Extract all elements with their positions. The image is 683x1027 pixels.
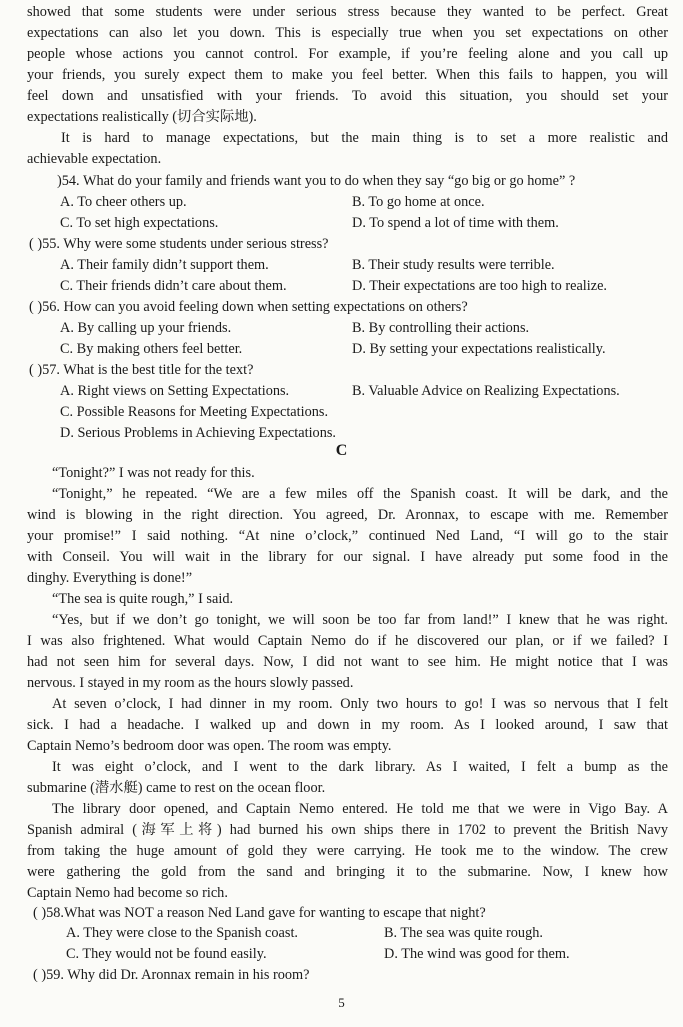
passage-line: Captain Nemo’s bedroom door was open. The room was empty. xyxy=(27,738,392,754)
question-stem: ( )59. Why did Dr. Aronnax remain in his room? xyxy=(33,967,310,983)
option-d[interactable]: D. By setting your expectations realistically. xyxy=(352,341,606,357)
question-stem: ( )57. What is the best title for the text? xyxy=(29,362,254,378)
passage-line: “Yes, but if we don’t go tonight, we will soon be too far from land!” I knew that he was right. xyxy=(52,612,668,628)
passage-line: At seven o’clock, I had dinner in my room. Only two hours to go! I was so nervous that I felt xyxy=(52,696,668,712)
passage-line: The library door opened, and Captain Nemo entered. He told me that we were in Vigo Bay. A xyxy=(52,801,668,817)
passage-line: It was eight o’clock, and I went to the dark library. As I waited, I felt a bump as the xyxy=(52,759,668,775)
passage-line: dinghy. Everything is done!” xyxy=(27,570,193,586)
option-d[interactable]: D. Their expectations are too high to realize. xyxy=(352,278,607,294)
option-c[interactable]: C. By making others feel better. xyxy=(60,341,243,357)
passage-line: wind is blowing in the right direction. You agreed, Dr. Aronnax, to escape with me. Remember xyxy=(27,507,668,523)
passage-line: I was also frightened. What would Captain Nemo do if he discovered our plan, or if we failed? I xyxy=(27,633,668,649)
option-b[interactable]: B. Their study results were terrible. xyxy=(352,257,555,273)
option-b[interactable]: B. The sea was quite rough. xyxy=(384,925,543,941)
option-b[interactable]: B. By controlling their actions. xyxy=(352,320,530,336)
passage-line: showed that some students were under serious stress because they wanted to be perfect. Great xyxy=(27,4,668,20)
option-c[interactable]: C. Their friends didn’t care about them. xyxy=(60,278,287,294)
option-a[interactable]: A. To cheer others up. xyxy=(60,194,187,210)
passage-line: expectations realistically (切合实际地). xyxy=(27,109,257,125)
option-d[interactable]: D. Serious Problems in Achieving Expectations. xyxy=(60,425,336,441)
passage-line: your friends, you surely expect them to make you feel better. When this fails to happen, you will xyxy=(27,67,668,83)
option-a[interactable]: A. By calling up your friends. xyxy=(60,320,232,336)
passage-line: people whose actions you cannot control. For example, if you’re feeling alone and you call up xyxy=(27,46,668,62)
passage-line: sick. I had a headache. I walked up and down in my room. As I looked around, I saw that xyxy=(27,717,668,733)
passage-line: had not seen him for several days. Now, I did not want to see him. He might notice that I was xyxy=(27,654,668,670)
passage-line: from taking the huge amount of gold they were carrying. He took me to the window. The crew xyxy=(27,843,668,859)
passage-line: submarine (潜水艇) came to rest on the ocean floor. xyxy=(27,780,326,796)
passage-line: with Conseil. You will wait in the library for our signal. I have already put some food in the xyxy=(27,549,668,565)
option-b[interactable]: B. Valuable Advice on Realizing Expectations. xyxy=(352,383,620,399)
option-a[interactable]: A. They were close to the Spanish coast. xyxy=(66,925,299,941)
option-c[interactable]: C. Possible Reasons for Meeting Expectations. xyxy=(60,404,329,420)
passage-line: Spanish admiral (海军上将) had burned his own ships there in 1702 to prevent the British Navy xyxy=(27,822,668,838)
passage-line: feel down and unsatisfied with your friends. To avoid this situation, you should set your xyxy=(27,88,668,104)
question-stem: )54. What do your family and friends want you to do when they say “go big or go home” ? xyxy=(57,173,576,189)
question-stem: ( )55. Why were some students under serious stress? xyxy=(29,236,329,252)
passage-line: achievable expectation. xyxy=(27,151,162,167)
passage-line: Captain Nemo had become so rich. xyxy=(27,885,228,901)
question-stem: ( )58.What was NOT a reason Ned Land gave for wanting to escape that night? xyxy=(33,905,486,921)
passage-line: your promise!” I said nothing. “At nine o’clock,” continued Ned Land, “I will go to the stair xyxy=(27,528,668,544)
passage-line: expectations can also let you down. This is especially true when you set expectations on other xyxy=(27,25,668,41)
passage-line: “Tonight,” he repeated. “We are a few miles off the Spanish coast. It will be dark, and the xyxy=(52,486,668,502)
question-stem: ( )56. How can you avoid feeling down when setting expectations on others? xyxy=(29,299,468,315)
option-a[interactable]: A. Their family didn’t support them. xyxy=(60,257,269,273)
option-b[interactable]: B. To go home at once. xyxy=(352,194,485,210)
option-d[interactable]: D. The wind was good for them. xyxy=(384,946,570,962)
option-c[interactable]: C. To set high expectations. xyxy=(60,215,219,231)
option-a[interactable]: A. Right views on Setting Expectations. xyxy=(60,383,290,399)
passage-line: nervous. I stayed in my room as the hours slowly passed. xyxy=(27,675,354,691)
passage-line: were gathering the gold from the sand and bringing it to the submarine. Now, I knew how xyxy=(27,864,668,880)
passage-line: It is hard to manage expectations, but the main thing is to set a more realistic and xyxy=(61,130,668,146)
option-c[interactable]: C. They would not be found easily. xyxy=(66,946,267,962)
passage-line: “The sea is quite rough,” I said. xyxy=(52,591,234,607)
option-d[interactable]: D. To spend a lot of time with them. xyxy=(352,215,559,231)
passage-line: “Tonight?” I was not ready for this. xyxy=(52,465,255,481)
section-heading: C xyxy=(335,442,348,459)
page-number: 5 xyxy=(338,995,345,1010)
